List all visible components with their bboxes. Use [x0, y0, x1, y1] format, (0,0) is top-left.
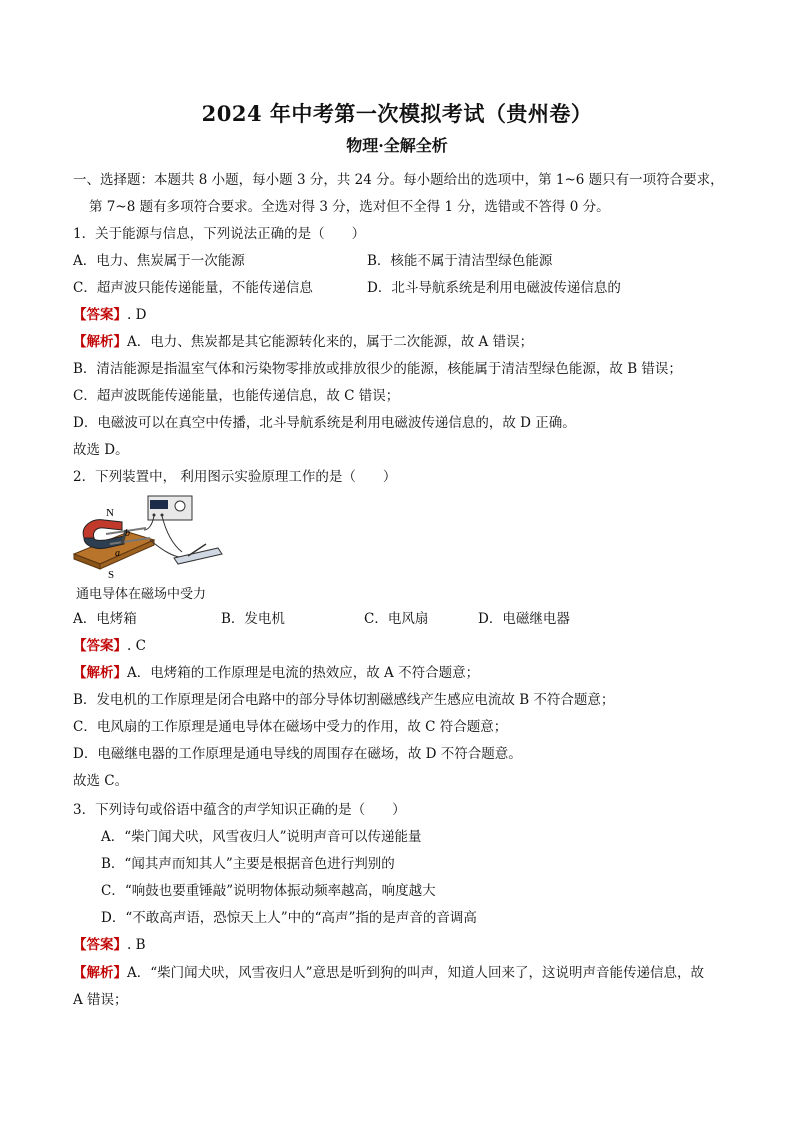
wire-3 [150, 540, 186, 558]
switch-base [174, 548, 222, 564]
q1-stem: 1．关于能源与信息，下列说法正确的是（ ） [73, 226, 366, 242]
q1-option-a: A．电力、焦炭属于一次能源 [73, 253, 245, 269]
q2-analysis-line-2: B．发电机的工作原理是闭合电路中的部分导体切割磁感线产生感应电流故 B 不符合题意； [73, 692, 615, 708]
page-subtitle: 物理·全解全析 [346, 136, 448, 155]
q3-stem: 3．下列诗句或俗语中蕴含的声学知识正确的是（ ） [73, 802, 406, 818]
q1-answer [73, 306, 146, 324]
q1-option-b: B．核能不属于清洁型绿色能源 [367, 253, 553, 269]
magnet-north-pole [83, 520, 122, 538]
q2-stem: 2．下列装置中， 利用图示实验原理工作的是（ ） [73, 469, 397, 485]
q1-analysis-line-2: B．清洁能源是指温室气体和污染物零排放或排放很少的能源，核能属于清洁型绿色能源，故 B 错误； [73, 361, 682, 377]
q2-analysis-line-4: D．电磁继电器的工作原理是通电导线的周围存在磁场，故 D 不符合题意。 [73, 746, 522, 762]
q2-figure-caption: 通电导体在磁场中受力 [76, 587, 207, 602]
section-instruction-line-1: 一、选择题：本题共 8 小题，每小题 3 分，共 24 分。每小题给出的选项中，第 1~6 题只有一项符合要求， [73, 172, 724, 188]
q2-option-d: D．电磁继电器 [478, 611, 570, 627]
section-instruction-line-2: 第 7~8 题有多项符合要求。全选对得 3 分，选对但不全得 1 分，选错或不答得 0 分。 [89, 199, 610, 215]
power-supply-knob [175, 501, 185, 511]
q2-conclusion: 故选 C。 [73, 773, 129, 789]
analysis-label: 【解析】 [73, 334, 127, 350]
q1-answer-value: . D [127, 307, 147, 323]
label-n: N [106, 507, 114, 519]
q1-conclusion: 故选 D。 [73, 442, 129, 458]
answer-label: 【答案】 [73, 937, 127, 953]
label-a: a [115, 548, 120, 559]
q1-option-d: D．北斗导航系统是利用电磁波传递信息的 [367, 280, 621, 296]
motor-principle-diagram [70, 492, 230, 580]
answer-label: 【答案】 [73, 638, 127, 654]
q2-analysis-text-1: A．电烤箱的工作原理是电流的热效应，故 A 不符合题意； [127, 665, 480, 681]
q2-answer-value: . C [127, 638, 146, 654]
analysis-label: 【解析】 [73, 665, 127, 681]
q2-option-c: C．电风扇 [364, 611, 429, 627]
q3-analysis-line-2: A 错误； [73, 992, 128, 1008]
q3-option-c: C．“响鼓也要重锤敲”说明物体振动频率越高，响度越大 [101, 883, 436, 899]
q3-analysis-line-1 [73, 964, 704, 982]
q1-analysis-line-1 [73, 333, 533, 351]
q3-option-b: B．“闻其声而知其人”主要是根据音色进行判别的 [101, 856, 395, 872]
q2-answer [73, 637, 146, 655]
q2-option-b: B．发电机 [221, 611, 285, 627]
label-b: b [125, 528, 130, 539]
q2-experiment-figure [70, 492, 230, 580]
q3-analysis-text-1: A．“柴门闻犬吠，风雪夜归人”意思是听到狗的叫声，知道人回来了，这说明声音能传递信息，故 [127, 965, 705, 981]
analysis-label: 【解析】 [73, 965, 127, 981]
q3-answer [73, 936, 146, 954]
q2-analysis-line-3: C．电风扇的工作原理是通电导体在磁场中受力的作用，故 C 符合题意； [73, 719, 508, 735]
answer-label: 【答案】 [73, 307, 127, 323]
q1-analysis-text-1: A．电力、焦炭都是其它能源转化来的，属于二次能源，故 A 错误； [127, 334, 534, 350]
q2-analysis-line-1 [73, 664, 479, 682]
q3-option-d: D．“不敢高声语，恐惊天上人”中的“高声”指的是声音的音调高 [101, 910, 477, 926]
q1-option-c: C．超声波只能传递能量，不能传递信息 [73, 280, 313, 296]
q1-analysis-line-3: C．超声波既能传递能量，也能传递信息，故 C 错误； [73, 388, 400, 404]
page-title: 2024 年中考第一次模拟考试（贵州卷） [201, 101, 593, 126]
label-s: S [108, 569, 115, 580]
q3-answer-value: . B [127, 937, 146, 953]
wire-2 [162, 516, 182, 552]
q3-option-a: A．“柴门闻犬吠，风雪夜归人”说明声音可以传递能量 [101, 829, 422, 845]
power-supply-label-plate [150, 500, 168, 509]
q1-analysis-line-4: D．电磁波可以在真空中传播，北斗导航系统是利用电磁波传递信息的，故 D 正确。 [73, 415, 576, 431]
q2-option-a: A．电烤箱 [73, 611, 137, 627]
